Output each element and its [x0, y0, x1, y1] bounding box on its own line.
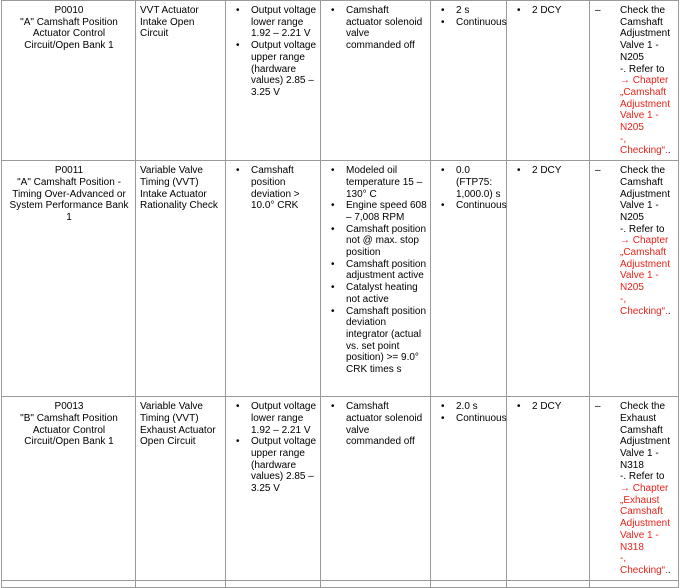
empty-cell	[136, 580, 226, 587]
dtc-code-cell	[2, 1, 136, 161]
remedy-text: Check the Camshaft Adjustment Valve 1 -N205 -. Refer to	[620, 165, 671, 235]
remedy-text: Check the Exhaust Camshaft Adjustment Valve 1 -N318 -. Refer to	[620, 401, 671, 483]
list-item: • Continuous	[435, 17, 503, 29]
remedy	[594, 165, 675, 317]
dtc-description: "A" Camshaft Position - Timing Over-Advanced or System Performance Bank 1	[9, 176, 129, 223]
time-list	[435, 165, 507, 212]
table-row	[2, 397, 679, 581]
conditions-cell	[321, 1, 431, 161]
empty-cell	[507, 580, 590, 587]
remedy-end: .	[667, 564, 671, 576]
remedy-dash: –	[595, 401, 601, 413]
conditions-list	[325, 5, 427, 52]
empty-cell	[431, 580, 507, 587]
dtc-code-cell	[2, 397, 136, 581]
dtc-code: P0011	[54, 165, 84, 177]
remedy-cell	[590, 1, 679, 161]
mil-list	[511, 165, 586, 177]
list-item: • Output voltage upper range (hardware values) 2.85 – 3.25 V	[230, 40, 317, 99]
criteria-list	[230, 5, 317, 99]
mil-list	[511, 5, 586, 17]
time-list	[435, 5, 507, 28]
list-item: • 2 DCY	[511, 5, 586, 17]
list-item: • 2 s	[435, 5, 503, 17]
empty-cell	[226, 580, 321, 587]
list-item: • Camshaft position deviation integrator (actual vs. set point position) >= 9.0° CRK times s	[325, 306, 427, 376]
dtc-code: P0010	[54, 5, 84, 16]
criteria-cell	[226, 1, 321, 161]
list-item: • Output voltage lower range 1.92 – 2.21 V	[230, 401, 317, 436]
list-item: • Camshaft actuator solenoid valve commanded off	[325, 401, 427, 448]
dtc-code-cell	[2, 161, 136, 397]
remedy-text: Check the Camshaft Adjustment Valve 1 -N205 -. Refer to	[620, 5, 671, 75]
list-item: • 2.0 s	[435, 401, 503, 413]
conditions-list	[325, 165, 427, 376]
empty-cell	[2, 580, 136, 587]
remedy-dash: –	[595, 165, 601, 177]
criteria-cell	[226, 161, 321, 397]
table-row	[2, 1, 679, 161]
mil-cell	[507, 161, 590, 397]
remedy-link[interactable]: → Chapter „Camshaft Adjustment Valve 1 -N205 -, Checking“.	[620, 235, 671, 317]
list-item: • Engine speed 608 – 7,008 RPM	[325, 200, 427, 223]
mil-list	[511, 401, 586, 413]
conditions-list	[325, 401, 427, 448]
dtc-description: "A" Camshaft Position Actuator Control Circuit/Open Bank 1	[20, 16, 118, 52]
table-row	[2, 580, 679, 587]
list-item: • 0.0 (FTP75: 1,000.0) s	[435, 165, 503, 200]
dtc-code: P0013	[54, 401, 84, 413]
list-item: • Output voltage upper range (hardware values) 2.85 – 3.25 V	[230, 436, 317, 495]
table-row	[2, 161, 679, 397]
list-item: • 2 DCY	[511, 165, 586, 177]
conditions-cell	[321, 161, 431, 397]
empty-cell	[590, 580, 679, 587]
component-cell	[136, 397, 226, 581]
remedy-end: .	[667, 305, 671, 317]
list-item: • 2 DCY	[511, 401, 586, 413]
list-item: • Camshaft actuator solenoid valve commanded off	[325, 5, 427, 52]
component-cell	[136, 161, 226, 397]
criteria-list	[230, 401, 317, 495]
mil-cell	[507, 1, 590, 161]
dtc-description: "B" Camshaft Position Actuator Control Circuit/Open Bank 1	[20, 412, 118, 448]
list-item: • Camshaft position not @ max. stop position	[325, 224, 427, 259]
list-item: • Camshaft position deviation > 10.0° CRK	[230, 165, 317, 212]
component-text: VVT Actuator Intake Open Circuit	[140, 5, 199, 40]
component-text: Variable Valve Timing (VVT) Exhaust Actuator Open Circuit	[140, 401, 216, 448]
time-cell	[431, 397, 507, 581]
remedy-cell	[590, 161, 679, 397]
remedy-end: .	[667, 145, 671, 157]
remedy-dash: –	[595, 5, 601, 16]
remedy-link[interactable]: → Chapter „Exhaust Camshaft Adjustment Valve 1 -N318 -, Checking“.	[620, 483, 671, 576]
criteria-list	[230, 165, 317, 212]
list-item: • Catalyst heating not active	[325, 282, 427, 305]
time-cell	[431, 161, 507, 397]
remedy-link[interactable]: → Chapter „Camshaft Adjustment Valve 1 -N205 -, Checking“.	[620, 75, 671, 157]
list-item: • Continuous	[435, 413, 503, 425]
list-item: • Camshaft position adjustment active	[325, 259, 427, 282]
component-text: Variable Valve Timing (VVT) Intake Actuator Rationality Check	[140, 165, 218, 212]
time-list	[435, 401, 507, 424]
criteria-cell	[226, 397, 321, 581]
list-item: • Output voltage lower range 1.92 – 2.21 V	[230, 5, 317, 40]
remedy	[594, 401, 675, 577]
list-item: • Modeled oil temperature 15 – 130° C	[325, 165, 427, 200]
dtc-table	[1, 0, 679, 588]
empty-cell	[321, 580, 431, 587]
time-cell	[431, 1, 507, 161]
mil-cell	[507, 397, 590, 581]
remedy	[594, 5, 675, 157]
conditions-cell	[321, 397, 431, 581]
remedy-cell	[590, 397, 679, 581]
list-item: • Continuous	[435, 200, 503, 212]
component-cell	[136, 1, 226, 161]
